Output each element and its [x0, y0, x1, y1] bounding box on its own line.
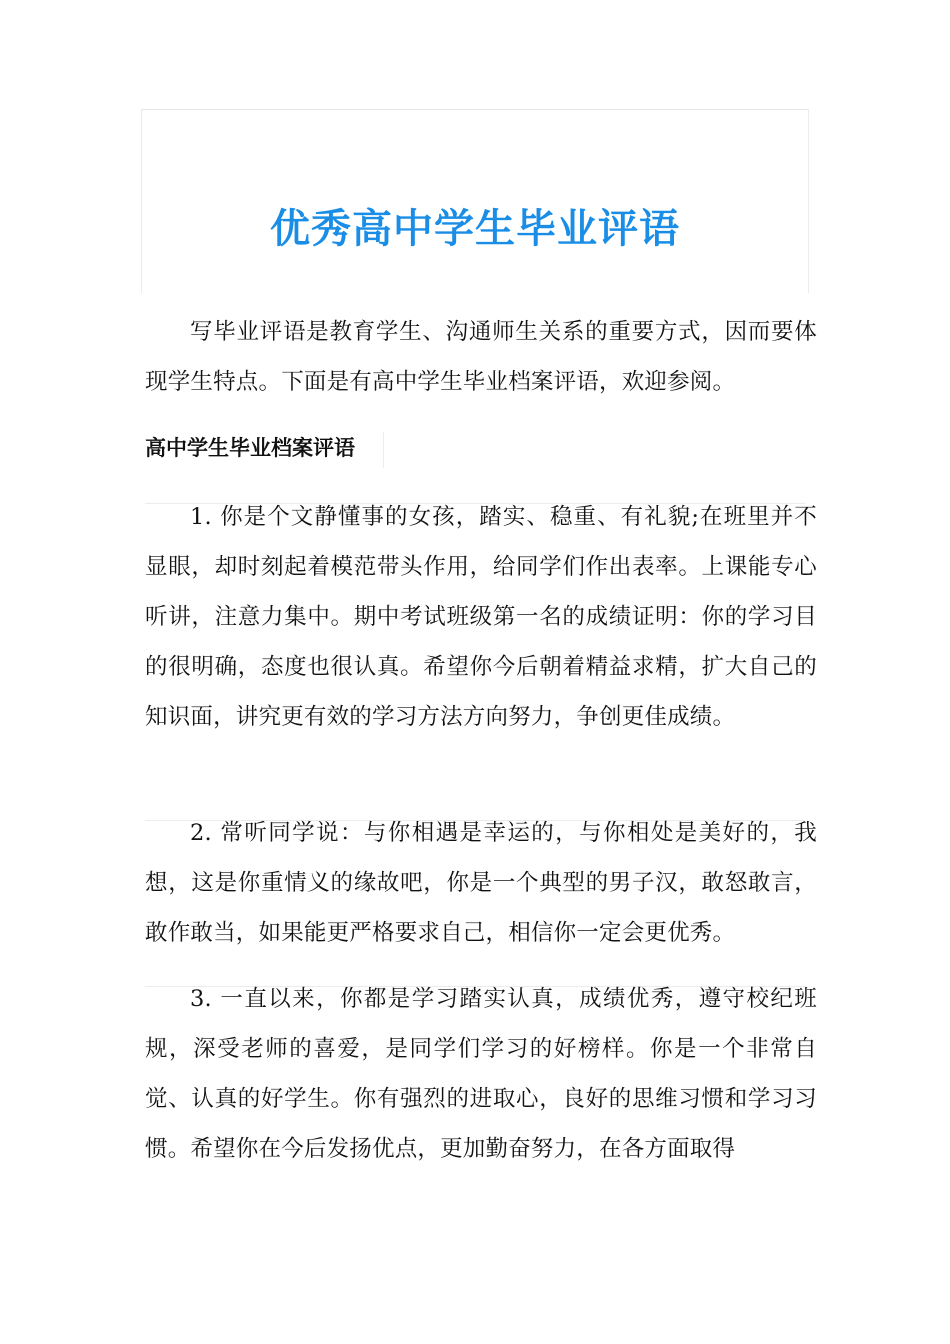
list-item	[145, 492, 817, 742]
intro-text: 写毕业评语是教育学生、沟通师生关系的重要方式，因而要体现学生特点。下面是有高中学生毕业档案评语，欢迎参阅。	[145, 319, 817, 395]
item-2-text: 2. 常听同学说：与你相遇是幸运的，与你相处是美好的，我想，这是你重情义的缘故吧，你是一个典型的男子汉，敢怒敢言，敢作敢当，如果能更严格要求自己，相信你一定会更优秀。	[145, 820, 817, 946]
list-item	[145, 974, 817, 1174]
section-heading: 高中学生毕业档案评语	[145, 436, 355, 460]
item-1-text: 1. 你是个文静懂事的女孩，踏实、稳重、有礼貌;在班里并不显眼，却时刻起着模范带头作用，给同学们作出表率。上课能专心听讲，注意力集中。期中考试班级第一名的成绩证明：你的学习目的很明确，态度也很认真。希望你今后朝着精益求精，扩大自己的知识面，讲究更有效的学习方法方向努力，争创更佳成绩。	[145, 504, 817, 730]
heading-edge-guide	[383, 432, 384, 468]
title-box	[141, 109, 809, 292]
document-title: 优秀高中学生毕业评语	[270, 205, 680, 252]
intro-paragraph	[145, 307, 817, 407]
list-item	[145, 808, 817, 958]
item-3-text: 3. 一直以来，你都是学习踏实认真，成绩优秀，遵守校纪班规，深受老师的喜爱，是同学们学习的好榜样。你是一个非常自觉、认真的好学生。你有强烈的进取心，良好的思维习惯和学习习惯。希望你在今后发扬优点，更加勤奋努力，在各方面取得	[145, 986, 817, 1162]
